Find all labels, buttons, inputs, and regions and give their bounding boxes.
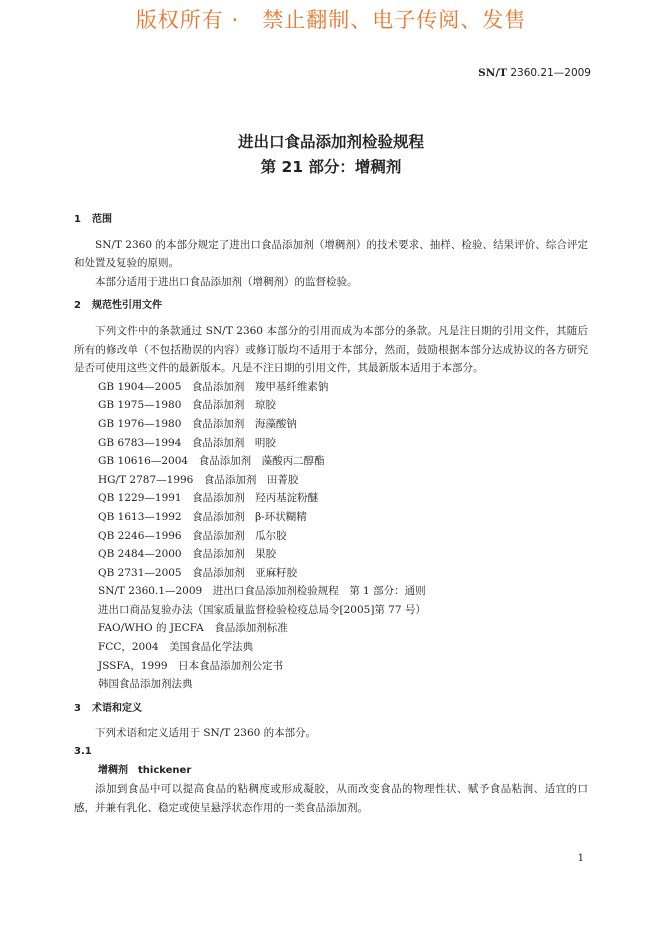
reference-item: GB 1975—1980 食品添加剂 琼胶 <box>98 399 276 412</box>
section-title: 术语和定义 <box>92 702 142 714</box>
subsection-number: 3.1 <box>74 746 92 758</box>
standard-code-prefix: SN/T <box>478 67 507 79</box>
reference-item: QB 2246—1996 食品添加剂 瓜尔胶 <box>98 529 287 542</box>
reference-item: QB 1229—1991 食品添加剂 羟丙基淀粉醚 <box>98 492 319 505</box>
standard-code-number: 2360.21—2009 <box>510 67 591 79</box>
reference-item: FCC，2004 美国食品化学法典 <box>98 641 254 654</box>
section-title: 范围 <box>92 214 112 225</box>
reference-item: HG/T 2787—1996 食品添加剂 田菁胶 <box>98 473 299 486</box>
terms-intro: 下列术语和定义适用于 SN/T 2360 的本部分。 <box>95 727 317 740</box>
reference-item: FAO/WHO 的 JECFA 食品添加剂标准 <box>98 622 288 635</box>
section-title: 规范性引用文件 <box>92 300 162 312</box>
reference-item: GB 1976—1980 食品添加剂 海藻酸钠 <box>98 417 297 430</box>
reference-item: JSSFA，1999 日本食品添加剂公定书 <box>98 659 284 672</box>
term-definition: 添加到食品中可以提高食品的粘稠度或形成凝胶，从而改变食品的物理性状、赋予食品粘润、适宜的口感，并兼有乳化、稳定或使呈悬浮状态作用的一类食品添加剂。 <box>74 783 588 814</box>
reference-list <box>74 378 588 694</box>
reference-item: GB 1904—2005 食品添加剂 羧甲基纤维素钠 <box>98 380 329 393</box>
references-intro: 下列文件中的条款通过 SN/T 2360 本部分的引用而成为本部分的条款。凡是注日期的引用文件，其随后所有的修改单（不包括勘误的内容）或修订版均不适用于本部分，然而，鼓励根据本部分达成协议的各方研究是否可使用这些文件的最新版本。凡是不注日期的引用文件，其最新版本适用于本部分。 <box>74 324 588 375</box>
reference-item: QB 2731—2005 食品添加剂 亚麻籽胶 <box>98 566 298 579</box>
reference-item: QB 2484—2000 食品添加剂 果胶 <box>98 548 277 561</box>
section-number: 1 <box>74 214 81 225</box>
reference-item: 韩国食品添加剂法典 <box>98 678 193 691</box>
section-number: 2 <box>74 300 81 312</box>
scope-paragraph-1: SN/T 2360 的本部分规定了进出口食品添加剂（增稠剂）的技术要求、抽样、检验、结果评价、综合评定和处置及复验的原则。 <box>74 238 588 270</box>
term-heading: 增稠剂 thickener <box>98 764 192 776</box>
scope-paragraph-2: 本部分适用于进出口食品添加剂（增稠剂）的监督检验。 <box>95 275 358 288</box>
section-heading-terms <box>74 700 588 719</box>
copyright-watermark: 版权所有 · 禁止翻制、电子传阅、发售 <box>135 8 527 32</box>
reference-item: GB 10616—2004 食品添加剂 藻酸丙二醇酯 <box>98 455 325 468</box>
document-body <box>74 211 588 817</box>
reference-item: QB 1613—1992 食品添加剂 β-环状糊精 <box>98 510 307 523</box>
section-heading-scope <box>74 211 588 230</box>
document-subtitle: 第 21 部分：增稠剂 <box>260 158 402 176</box>
reference-item: SN/T 2360.1—2009 进出口食品添加剂检验规程 第 1 部分：通则 <box>98 585 426 598</box>
reference-item: 进出口商品复验办法（国家质量监督检验检疫总局令[2005]第 77 号） <box>98 603 426 616</box>
reference-item: GB 6783—1994 食品添加剂 明胶 <box>98 436 276 449</box>
section-number: 3 <box>74 702 81 714</box>
section-heading-references <box>74 297 588 316</box>
page-number: 1 <box>577 853 584 864</box>
standard-code <box>478 67 591 79</box>
document-title: 进出口食品添加剂检验规程 <box>237 133 424 151</box>
